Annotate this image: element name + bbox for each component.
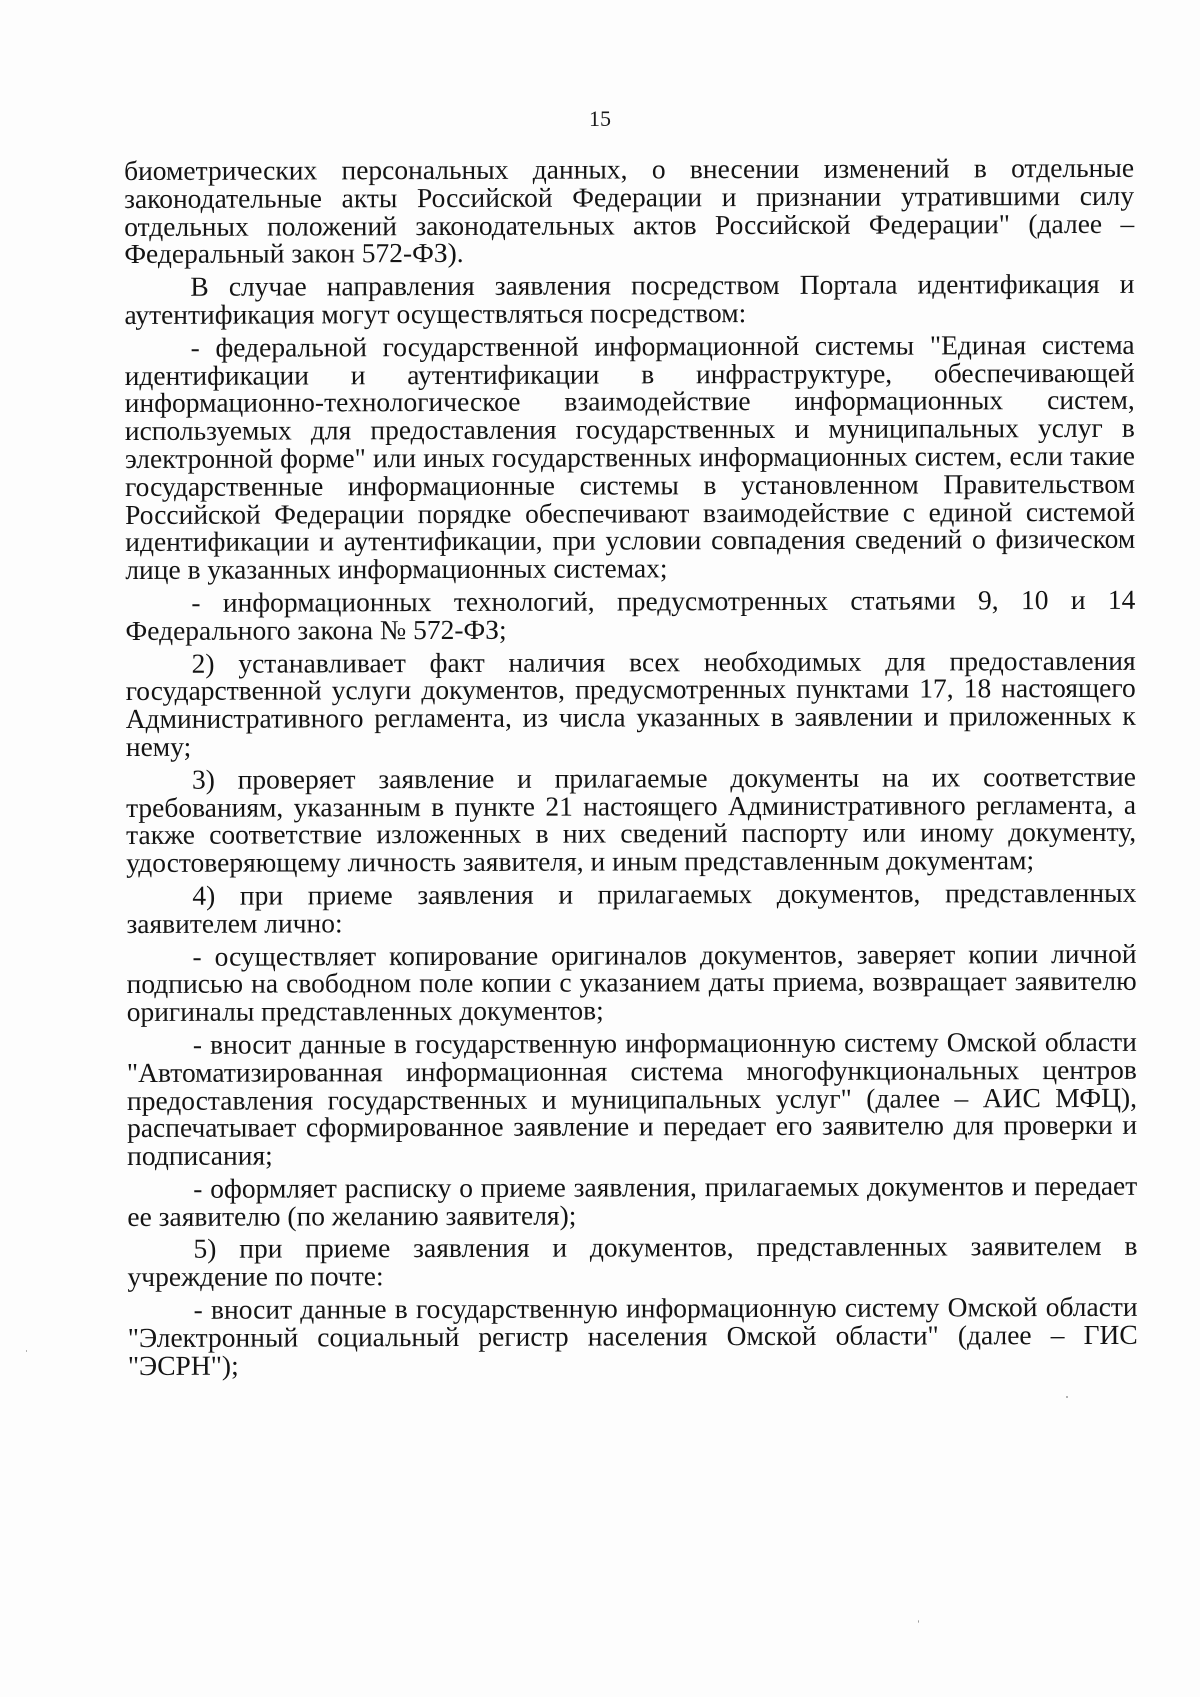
paragraph: В случае направления заявления посредством Портала идентификация и аутентификация могут осуществляться посредством: (124, 268, 1135, 330)
page-number: 15 (589, 106, 611, 131)
paragraph: 3) проверяет заявление и прилагаемые документы на их соответствие требованиям, указанным в пункте 21 настоящего Административного регламента, а также соответствие изложенных в них сведений паспорту или иному документу, удостоверяющему личность заявителя, и иным представленным документам; (125, 760, 1137, 879)
paragraph: - осуществляет копирование оригиналов документов, заверяет копии личной подписью на свободном поле копии с указанием даты приема, возвращает заявителю оригиналы представленных документов; (126, 937, 1137, 1028)
paragraph: биометрических персональных данных, о внесении изменений в отдельные законодательные акты Российской Федерации и признании утратившими силу отдельных положений законодательных актов Российской Федерации" (далее – Федеральный закон 572-ФЗ). (123, 151, 1135, 270)
document-body (123, 151, 1138, 1385)
paragraph: 2) устанавливает факт наличия всех необходимых для предоставления государственной услуги документов, предусмотренных пунктами 17, 18 настоящего Административного регламента, из числа указанных в заявлении и приложенных к нему; (125, 644, 1136, 762)
paragraph: - вносит данные в государственную информационную систему Омской области "Автоматизированная информационная система многофункциональных центров предоставления государственных и муниципальных услуг" (далее – АИС МФЦ), распечатывает сформированное заявление и передает его заявителю для проверки и подписания; (126, 1025, 1138, 1172)
paragraph: - федеральной государственной информационной системы "Единая система идентификации и аутентификации в инфраструктуре, обеспечивающей информационно-технологическое взаимодействие информационных систем, используемых для предоставления государственных и муниципальных услуг в электронной форме" или иных государственных информационных систем, если такие государственные информационные системы в установленном Правительством Российской Федерации порядке обеспечивают взаимодействие с единой системой идентификации и аутентификации, при условии совпадения сведений о физическом лице в указанных информационных системах; (124, 328, 1136, 586)
paragraph: - информационных технологий, предусмотренных статьями 9, 10 и 14 Федерального закона № 572-ФЗ; (125, 583, 1136, 646)
scan-speck (918, 1620, 919, 1623)
scan-speck (1066, 1396, 1068, 1398)
paragraph: 5) при приеме заявления и документов, представленных заявителем в учреждение по почте: (127, 1230, 1138, 1293)
paragraph: - оформляет расписку о приеме заявления, прилагаемых документов и передает ее заявителю (по желанию заявителя); (127, 1169, 1138, 1232)
scan-speck (26, 1350, 27, 1352)
paragraph: 4) при приеме заявления и прилагаемых документов, представленных заявителем лично: (126, 876, 1137, 939)
paragraph: - вносит данные в государственную информационную систему Омской области "Электронный социальный регистр населения Омской области" (далее – ГИС "ЭСРН"); (127, 1290, 1138, 1381)
